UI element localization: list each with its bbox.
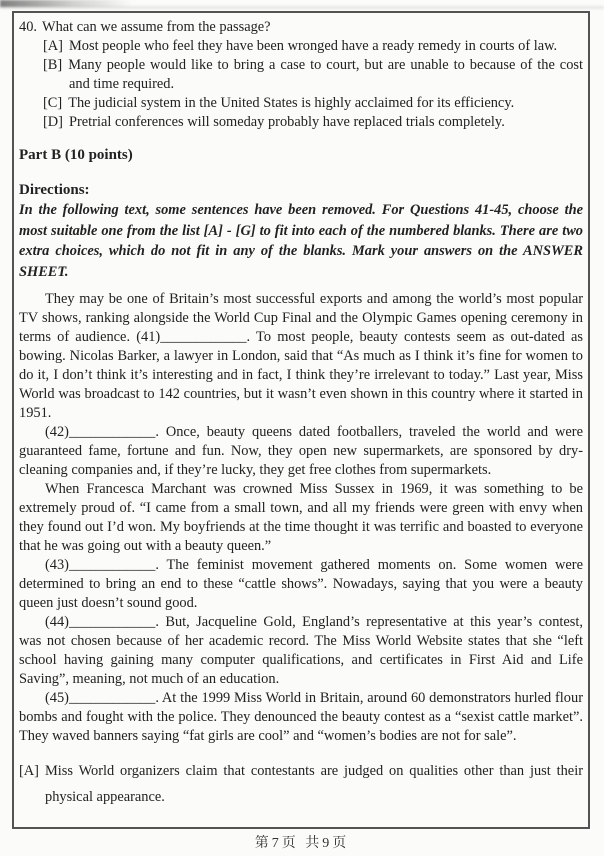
gap-fill-choice-a-label: [A] [19,763,39,779]
option-c [43,94,583,113]
option-a-label: [A] [43,38,63,54]
passage-paragraph-4: (43)____________. The feminist movement gathered moments on. Some women were determined to bring an end to these “cattle shows”. Nowadays, saying that you were a beauty queen just doesn’t sound good. [19,557,583,611]
passage-paragraph-5: (44)____________. But, Jacqueline Gold, England’s representative at this year’s contest, was not chosen because of her academic record. The Miss World Website states that she “left school having gaining many computer qualifications, and certificates in First Aid and Life Saving”, meaning, not much of an education. [19,614,583,687]
option-b-text: Many people would like to bring a case to court, but are unable to because of the cost and time required. [68,57,583,92]
question-number: 40. [19,19,37,35]
option-d [43,113,583,132]
gap-fill-choice-a [19,758,583,810]
passage-paragraph-3: When Francesca Marchant was crowned Miss Sussex in 1969, it was something to be extremely proud of. “I came from a small town, and all my friends were green with envy when they found out I’d won. My boyfriends at the time thought it was terrific and boasted to everyone that he was going out with a beauty queen.” [19,481,583,554]
directions-heading: Directions: [19,182,90,198]
option-c-text: The judicial system in the United States is highly acclaimed for its efficiency. [68,95,515,111]
option-b-label: [B] [43,57,63,73]
scan-streak-artifact [0,6,604,9]
option-a-text: Most people who feel they have been wronged have a ready remedy in courts of law. [68,38,558,54]
option-d-label: [D] [43,114,63,130]
gap-fill-choice-a-text: Miss World organizers claim that contestants are judged on qualities other than just their physical appearance. [44,763,583,805]
question-40 [19,18,583,37]
option-d-text: Pretrial conferences will someday probably have replaced trials completely. [68,114,505,130]
page-footer: 第7页 共9页 [254,836,350,851]
passage-paragraph-1: They may be one of Britain’s most successful exports and among the world’s most popular TV shows, ranking alongside the World Cup Final and the Olympic Games opening ceremony in terms of audience. (41)____________. To most people, beauty contests seem as out-dated as bowing. Nicolas Barker, a lawyer in London, said that “As much as I think it’s fine for women to do it, I don’t think it’s interesting and in fact, I think they’re irrelevant to today.” Last year, Miss World was broadcast to 142 countries, but it wasn’t even shown in this country where it started in 1951. [19,291,583,421]
question-40-options [43,37,583,132]
directions-text: In the following text, some sentences have been removed. For Questions 41-45, choose the most suitable one from the list [A] - [G] to fit into each of the numbered blanks. There are two extra choices, which do not fit in any of the blanks. Mark your answers on the ANSWER SHEET. [19,202,583,280]
option-a [43,37,583,56]
passage [19,290,583,746]
passage-paragraph-2: (42)____________. Once, beauty queens dated footballers, traveled the world and were guaranteed fame, fortune and fun. Now, they open new supermarkets, are sponsored by dry-cleaning companies and, if they’re lucky, they get free clothes from supermarkets. [19,424,583,478]
option-c-label: [C] [43,95,63,111]
option-b [43,56,583,94]
content-border-box [12,11,590,829]
question-text: What can we assume from the passage? [42,19,271,35]
passage-paragraph-6: (45)____________. At the 1999 Miss World in Britain, around 60 demonstrators hurled flour bombs and fought with the police. They denounced the beauty contest as a “sexist cattle market”. They waved banners saying “fat girls are cool” and “women’s bodies are not for sale”. [19,690,583,744]
part-b-heading: Part B (10 points) [19,147,133,163]
